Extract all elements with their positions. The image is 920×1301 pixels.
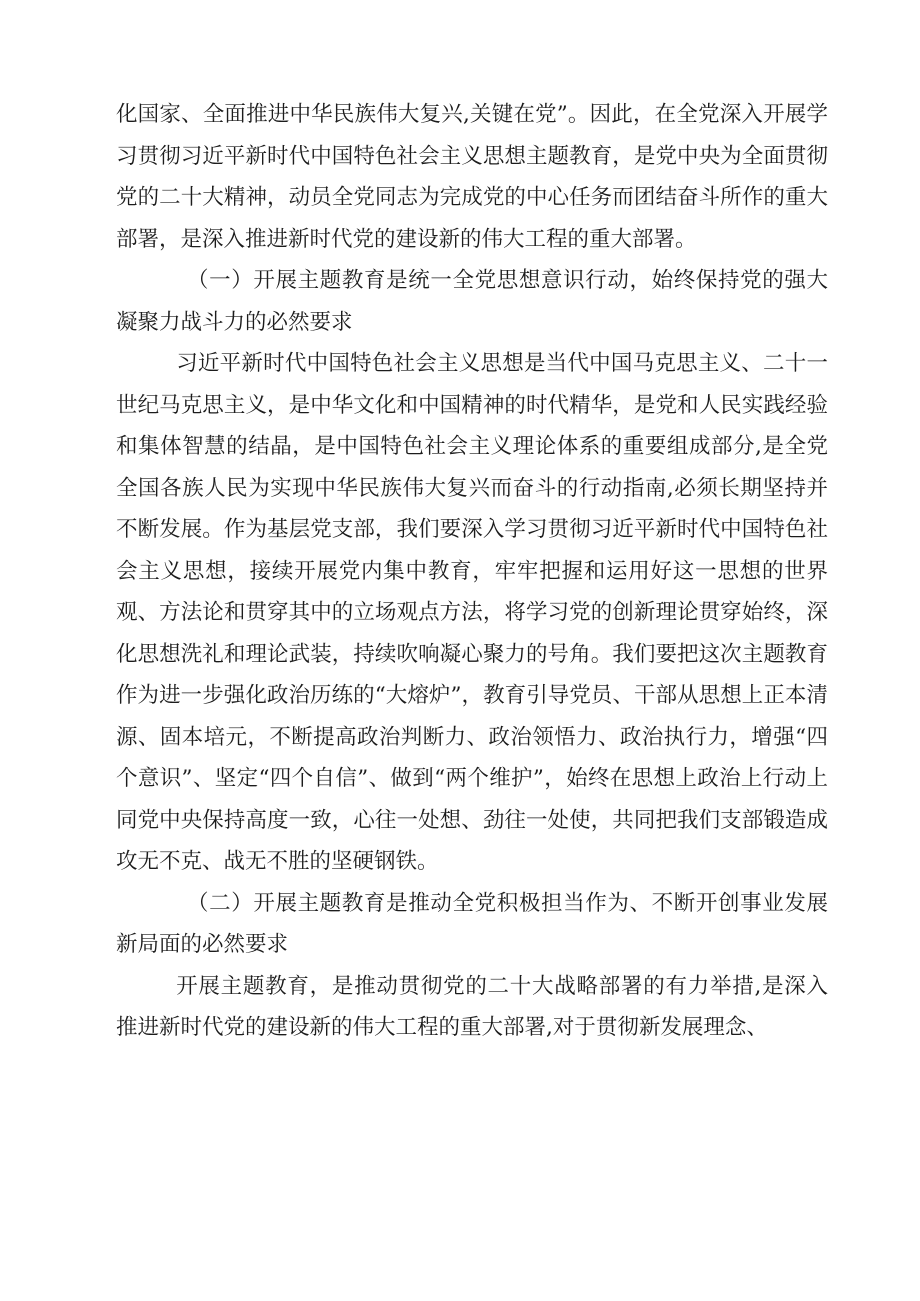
paragraph-body-2: 开展主题教育，是推动贯彻党的二十大战略部署的有力举措,是深入推进新时代党的建设新的伟大工程的重大部署,对于贯彻新发展理念、 (116, 973, 828, 1040)
paragraph-continued: 化国家、全面推进中华民族伟大复兴,关键在党”。因此，在全党深入开展学习贯彻习近平新时代中国特色社会主义思想主题教育，是党中央为全面贯彻党的二十大精神，动员全党同志为完成党的中心任务而团结奋斗所作的重大部署，是深入推进新时代党的建设新的伟大工程的重大部署。 (116, 102, 828, 252)
section-heading-1: （一）开展主题教育是统一全党思想意识行动，始终保持党的强大凝聚力战斗力的必然要求 (116, 268, 828, 335)
document-body (116, 94, 828, 1049)
section-heading-2: （二）开展主题教育是推动全党积极担当作为、不断开创事业发展新局面的必然要求 (116, 890, 828, 957)
paragraph-body-1: 习近平新时代中国特色社会主义思想是当代中国马克思主义、二十一世纪马克思主义，是中华文化和中国精神的时代精华，是党和人民实践经验和集体智慧的结晶，是中国特色社会主义理论体系的重要组成部分,是全党全国各族人民为实现中华民族伟大复兴而奋斗的行动指南,必须长期坚持并不断发展。作为基层党支部，我们要深入学习贯彻习近平新时代中国特色社会主义思想，接续开展党内集中教育，牢牢把握和运用好这一思想的世界观、方法论和贯穿其中的立场观点方法，将学习党的创新理论贯穿始终，深化思想洗礼和理论武装，持续吹响凝心聚力的号角。我们要把这次主题教育作为进一步强化政治历练的“大熔炉”，教育引导党员、干部从思想上正本清源、固本培元，不断提高政治判断力、政治领悟力、政治执行力，增强“四个意识”、坚定“四个自信”、做到“两个维护”，始终在思想上政治上行动上同党中央保持高度一致，心往一处想、劲往一处使，共同把我们支部锻造成攻无不克、战无不胜的坚硬钢铁。 (116, 351, 828, 874)
